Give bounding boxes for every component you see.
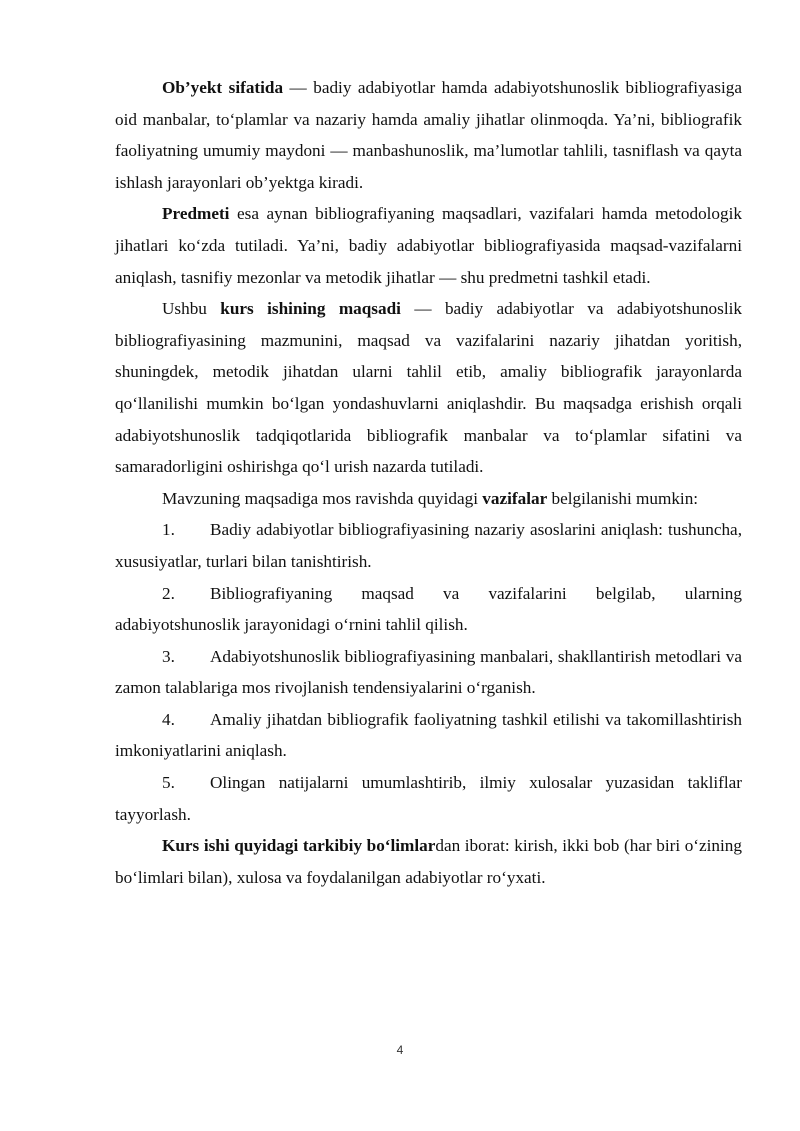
- tasks-intro-lead: Mavzuning maqsadiga mos ravishda quyidagi: [162, 488, 483, 508]
- list-item-number: 3.: [162, 646, 175, 666]
- list-item-number: 5.: [162, 773, 175, 793]
- list-item-number: 4.: [162, 709, 175, 729]
- list-item: [115, 641, 742, 704]
- object-term: Ob’yekt sifatida: [162, 78, 284, 97]
- page-number: 4: [396, 1043, 404, 1057]
- list-item: [115, 704, 742, 767]
- list-item-number: 2.: [162, 583, 175, 603]
- structure-paragraph: [115, 830, 742, 893]
- list-item-number: 1.: [162, 520, 175, 540]
- goal-lead: Ushbu: [162, 299, 221, 319]
- subject-text: esa aynan bibliografiyaning maqsadlari, vazifalari hamda metodologik jihatlari ko‘zda tutiladi. Ya’ni, badiy adabiyotlar bibliografiyasida maqsad-vazifalarni aniqlash, tasnifiy mezonlar va metodik jihatlar — shu predmetni tashkil etadi.: [115, 204, 742, 287]
- object-text: — badiy adabiyotlar hamda adabiyotshunoslik bibliografiyasiga oid manbalar, to‘plamlar va nazariy hamda amaliy jihatlar olinmoqda. Ya’ni, bibliografik faoliyatning umumiy maydoni — manbashunoslik, ma’lumotlar tahlili, tasniflash va qayta ishlash jarayonlari ob’yektga kiradi.: [115, 78, 742, 192]
- tasks-term: vazifalar: [482, 488, 548, 508]
- tasks-intro-text: belgilanishi mumkin:: [547, 488, 699, 508]
- subject-term: Predmeti: [162, 204, 230, 224]
- subject-paragraph: [115, 198, 742, 293]
- list-item-text: Adabiyotshunoslik bibliografiyasining manbalari, shakllantirish metodlari va zamon talablariga mos rivojlanish tendensiyalarini o‘rganish.: [115, 646, 742, 698]
- structure-text: dan iborat: kirish, ikki bob (har biri o‘zining bo‘limlari bilan), xulosa va foydalanilgan adabiyotlar ro‘yxati.: [115, 836, 742, 887]
- tasks-list: [115, 514, 742, 830]
- structure-term: Kurs ishi quyidagi tarkibiy bo‘limlar: [162, 836, 436, 856]
- goal-term: kurs ishining maqsadi: [220, 299, 401, 319]
- list-item-text: Bibliografiyaning maqsad va vazifalarini belgilab, ularning adabiyotshunoslik jarayonidagi o‘rnini tahlil qilish.: [115, 583, 742, 635]
- goal-paragraph: [115, 293, 742, 483]
- list-item: [115, 514, 742, 577]
- list-item: [115, 767, 742, 830]
- goal-text: — badiy adabiyotlar va adabiyotshunoslik bibliografiyasining mazmunini, maqsad va vazifalarini nazariy jihatdan yoritish, shuningdek, metodik jihatdan ularni tahlil etib, amaliy bibliografik jarayonlarda qo‘llanilishi mumkin bo‘lgan yondashuvlarni aniqlashdir. Bu maqsadga erishish orqali adabiyotshunoslik tadqiqotlarida bibliografik manbalar va to‘plamlar sifatini va samaradorligini oshirishga qo‘l urish nazarda tutiladi.: [115, 299, 742, 477]
- list-item-text: Badiy adabiyotlar bibliografiyasining nazariy asoslarini aniqlash: tushuncha, xususiyatlar, turlari bilan tanishtirish.: [115, 520, 742, 571]
- list-item-text: Olingan natijalarni umumlashtirib, ilmiy xulosalar yuzasidan takliflar tayyorlash.: [115, 773, 742, 824]
- tasks-intro-paragraph: [115, 483, 742, 515]
- object-paragraph: [115, 72, 742, 198]
- list-item-text: Amaliy jihatdan bibliografik faoliyatning tashkil etilishi va takomillashtirish imkoniyatlarini aniqlash.: [115, 709, 742, 761]
- list-item: [115, 578, 742, 641]
- document-page: [115, 72, 742, 893]
